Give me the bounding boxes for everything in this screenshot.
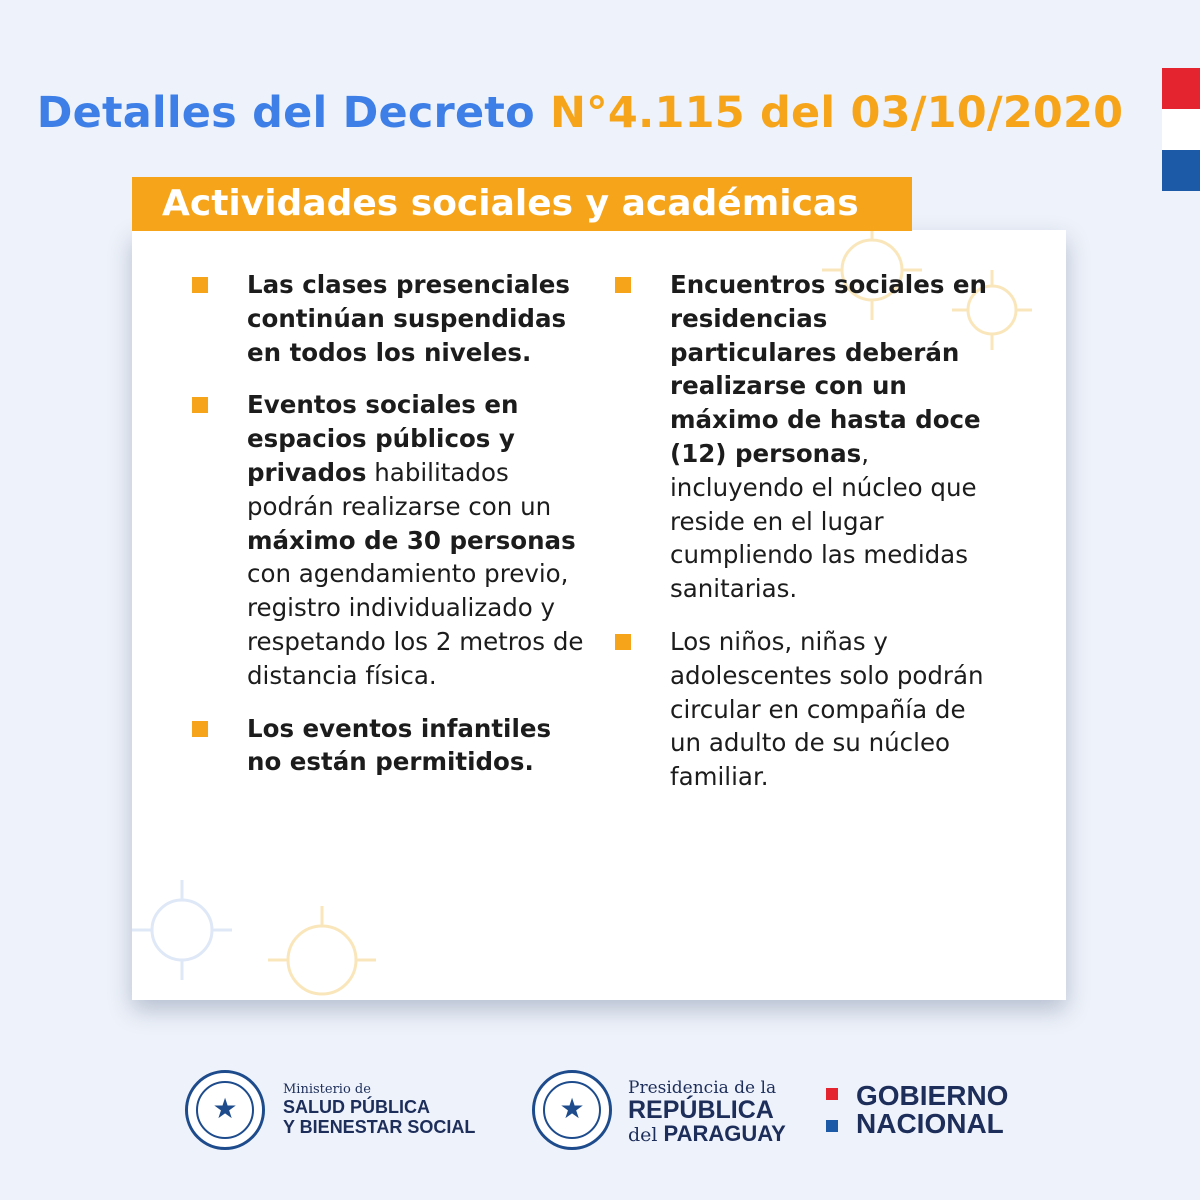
title-part-decree-label: Detalles del Decreto bbox=[36, 88, 535, 138]
list-item: Las clases presenciales continúan suspendidas en todos los niveles. bbox=[247, 268, 587, 369]
national-seal-icon: ★ bbox=[532, 1070, 612, 1150]
virus-decoration-icon bbox=[132, 850, 412, 1000]
gobierno-nacional-logo: GOBIERNO NACIONAL bbox=[856, 1080, 1009, 1139]
list-item: Eventos sociales en espacios públicos y privados habilitados podrán realizarse con un máximo de 30 personas con agendamiento previo, registro individualizado y respetando los 2 metros de distancia física. bbox=[247, 388, 587, 692]
ministry-logo: Ministerio de SALUD PÚBLICA Y BIENESTAR SOCIAL bbox=[283, 1082, 476, 1137]
bullet-icon bbox=[615, 277, 631, 293]
left-column bbox=[247, 268, 587, 798]
national-seal-icon: ★ bbox=[185, 1070, 265, 1150]
content-card bbox=[132, 230, 1066, 1000]
list-item: Los niños, niñas y adolescentes solo podrán circular en compañía de un adulto de su núcleo familiar. bbox=[670, 625, 990, 794]
bullet-icon bbox=[192, 397, 208, 413]
blue-square-icon bbox=[826, 1120, 838, 1132]
paraguay-flag-icon bbox=[1162, 68, 1200, 192]
list-item: Los eventos infantiles no están permitidos. bbox=[247, 712, 587, 780]
page-title bbox=[0, 88, 1160, 138]
bullet-icon bbox=[615, 634, 631, 650]
right-column bbox=[670, 268, 990, 813]
footer bbox=[0, 1070, 1200, 1160]
section-header: Actividades sociales y académicas bbox=[132, 177, 912, 231]
title-part-decree-number: N°4.115 del 03/10/2020 bbox=[549, 88, 1124, 138]
bullet-icon bbox=[192, 721, 208, 737]
red-square-icon bbox=[826, 1088, 838, 1100]
bullet-icon bbox=[192, 277, 208, 293]
list-item: Encuentros sociales en residencias particulares deberán realizarse con un máximo de hasta doce (12) personas, incluyendo el núcleo que reside en el lugar cumpliendo las medidas sanitarias. bbox=[670, 268, 990, 606]
presidency-logo: Presidencia de la REPÚBLICA del PARAGUAY bbox=[628, 1078, 786, 1146]
